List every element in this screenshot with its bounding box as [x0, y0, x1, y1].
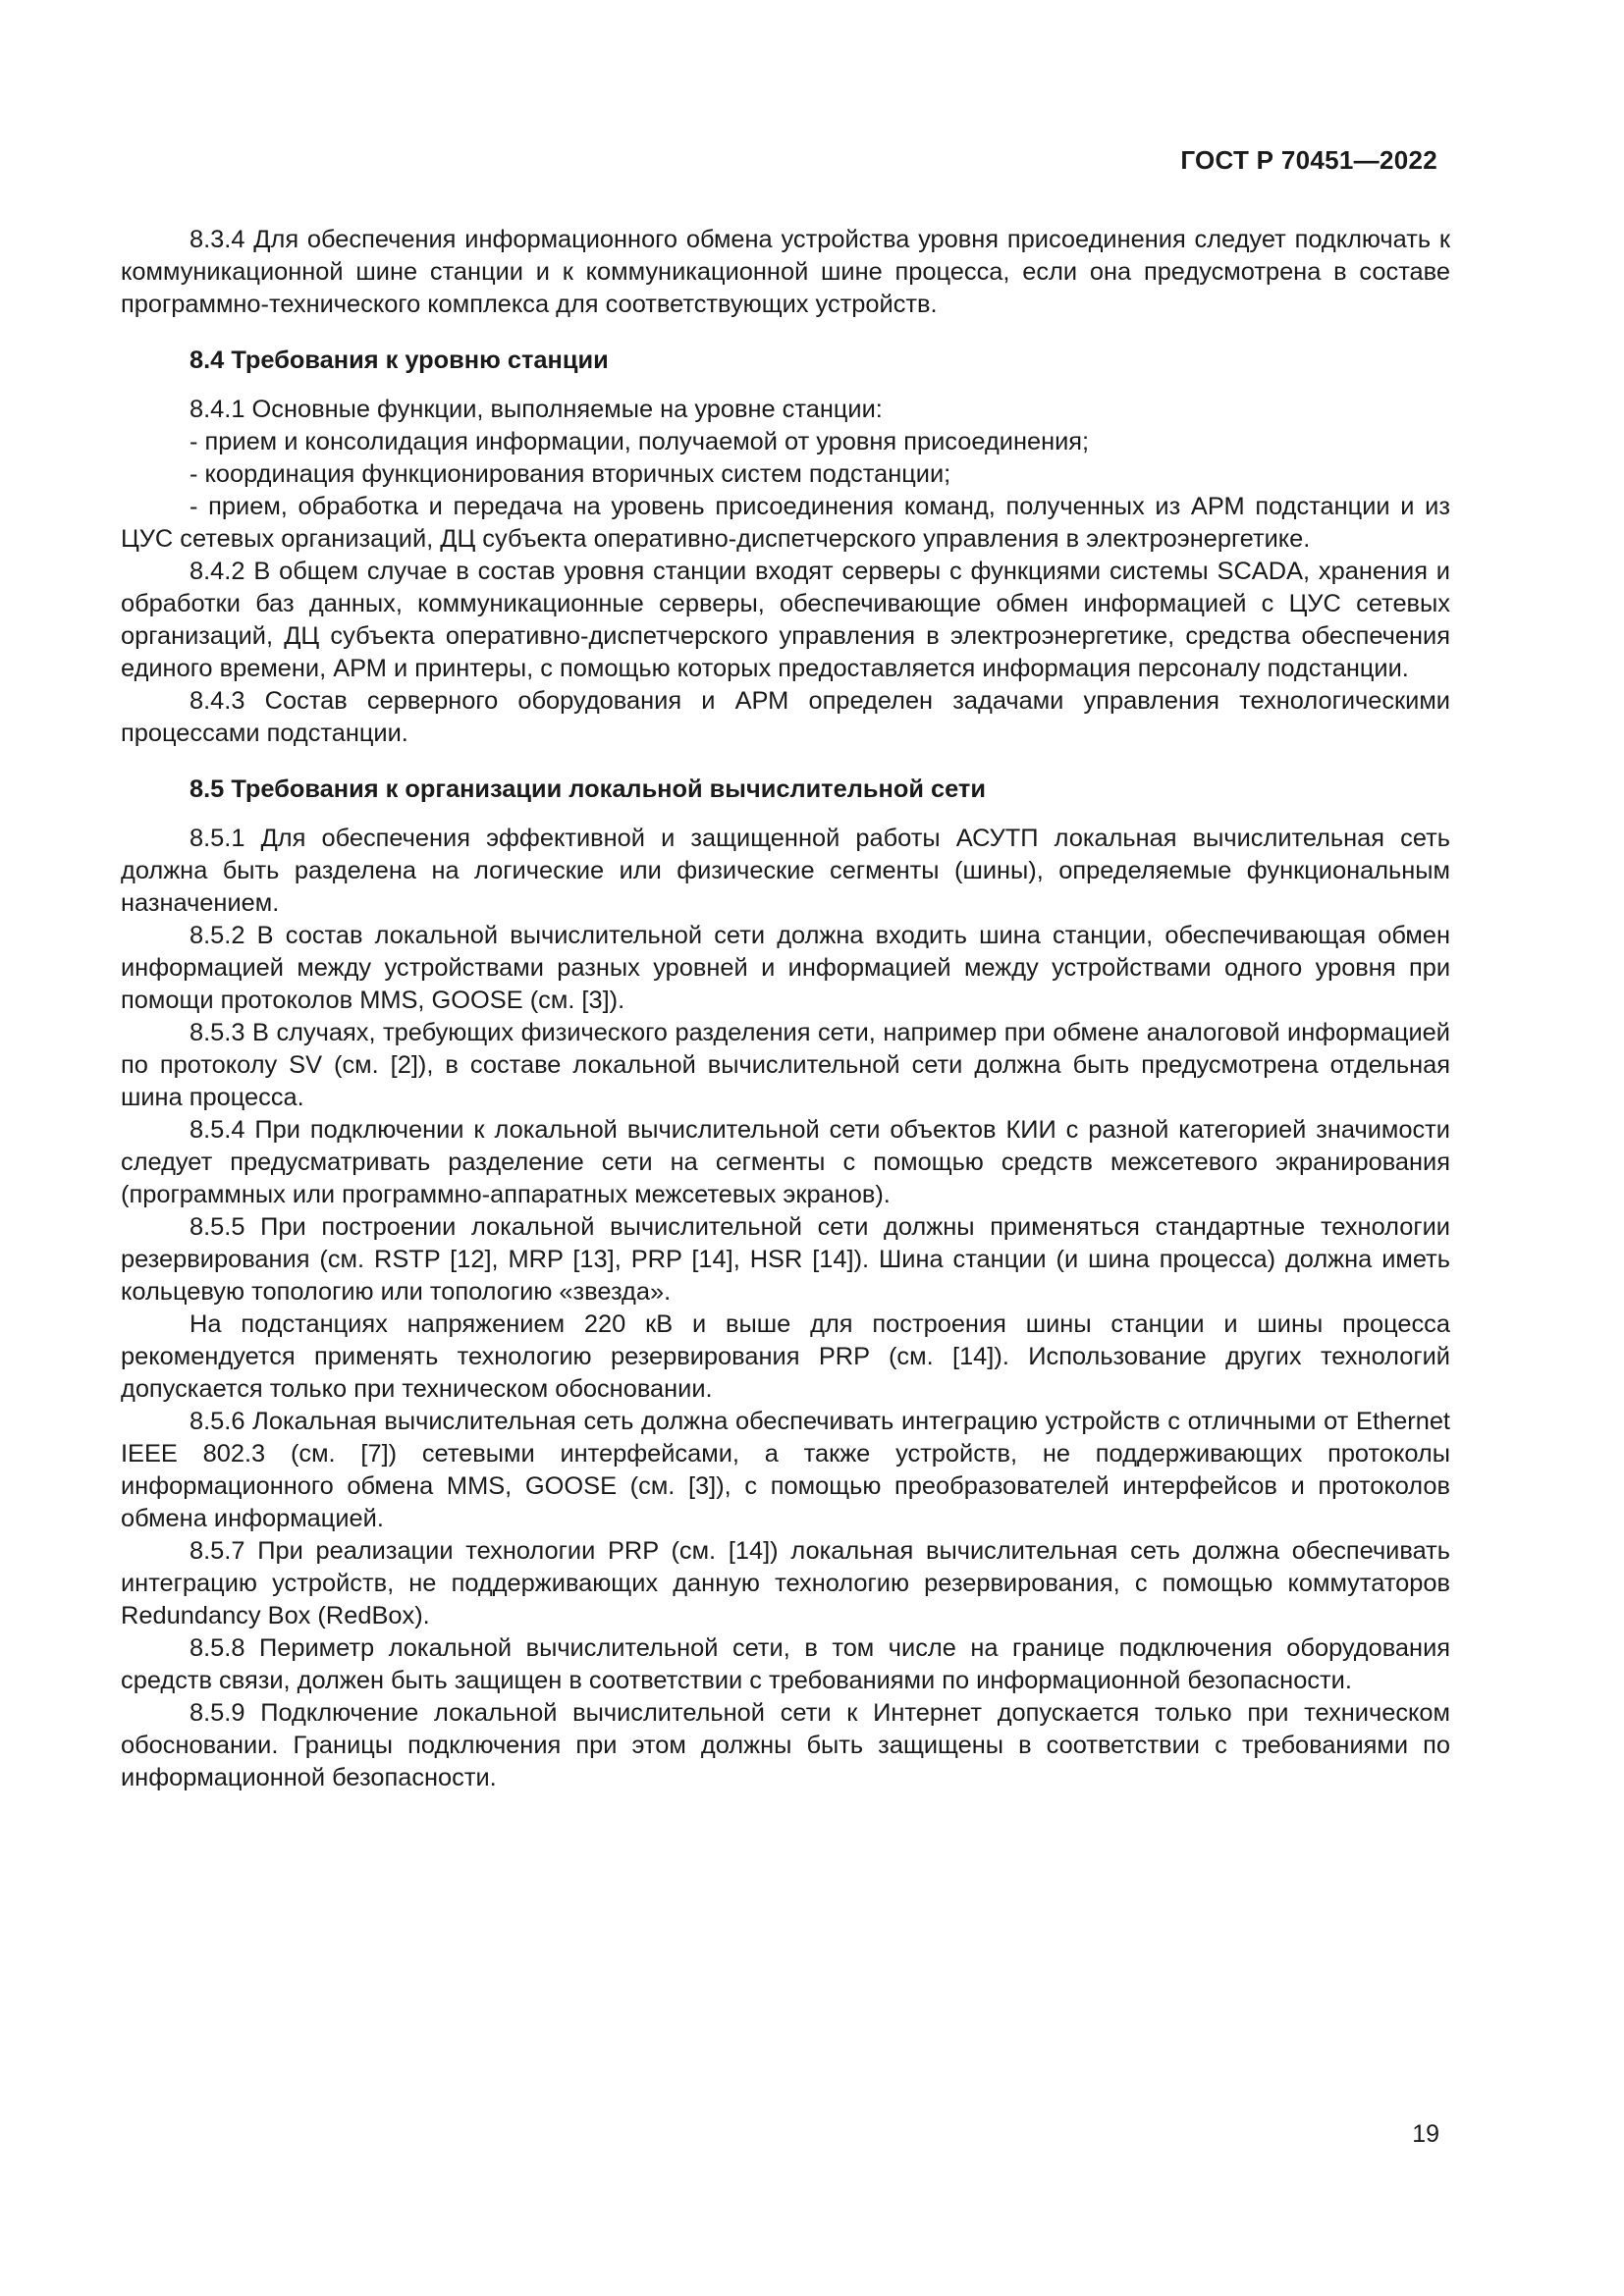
paragraph-8-5-6: 8.5.6 Локальная вычислительная сеть должна обеспечивать интеграцию устройств с отличными от Ethernet IEEE 802.3 (см. [7]) сетевыми интерфейсами, а также устройств, не поддерживающих протоколы информационного обмена MMS, GOOSE (см. [3]), с помощью преобразователей интерфейсов и протоколов обмена информацией. [121, 1408, 1450, 1532]
paragraph-8-5-5: 8.5.5 При построении локальной вычислительной сети должны применяться стандартные технологии резервирования (см. RSTP [12], MRP [13], PRP [14], HSR [14]). Шина станции (и шина процесса) должна иметь кольцевую топологию или топологию «звезда». [121, 1213, 1450, 1306]
paragraph-8-4-2: 8.4.2 В общем случае в состав уровня станции входят серверы с функциями системы SCADA, хранения и обработки баз данных, коммуникационные серверы, обеспечивающие обмен информацией с ЦУС сетевых организаций, ДЦ субъекта оперативно-диспетчерского управления в электроэнергетике, средства обеспечения единого времени, АРМ и принтеры, с помощью которых предоставляется информация персоналу подстанции. [121, 558, 1450, 682]
paragraph-8-5-1: 8.5.1 Для обеспечения эффективной и защищенной работы АСУТП локальная вычислительная сеть должна быть разделена на логические или физические сегменты (шины), определяемые функциональным назначением. [121, 825, 1450, 917]
paragraph-8-5-3: 8.5.3 В случаях, требующих физического разделения сети, например при обмене аналоговой информацией по протоколу SV (см. [2]), в составе локальной вычислительной сети должна быть предусмотрена отдельная шина процесса. [121, 1019, 1450, 1111]
paragraph-8-4-1: 8.4.1 Основные функции, выполняемые на уровне станции: [189, 396, 883, 423]
paragraph-8-5-9: 8.5.9 Подключение локальной вычислительной сети к Интернет допускается только при техническом обосновании. Границы подключения при этом должны быть защищены в соответствии с требованиями по информационной безопасности. [121, 1699, 1450, 1791]
paragraph-8-5-4: 8.5.4 При подключении к локальной вычислительной сети объектов КИИ с разной категорией значимости следует предусматривать разделение сети на сегменты с помощью средств межсетевого экранирования (программных или программно-аппаратных межсетевых экранов). [121, 1116, 1450, 1208]
paragraph-8-4-3: 8.4.3 Состав серверного оборудования и АРМ определен задачами управления технологическими процессами подстанции. [121, 687, 1450, 747]
list-item: - координация функционирования вторичных систем подстанции; [189, 460, 951, 488]
paragraph-8-5-5-continued: На подстанциях напряжением 220 кВ и выше для построения шины станции и шины процесса рекомендуется применять технологию резервирования PRP (см. [14]). Использование других технологий допускается только при техническом обосновании. [121, 1310, 1450, 1403]
list-item: - прием и консолидация информации, получаемой от уровня присоединения; [189, 428, 1090, 455]
document-code: ГОСТ Р 70451—2022 [1180, 145, 1437, 175]
paragraph-8-5-8: 8.5.8 Периметр локальной вычислительной сети, в том числе на границе подключения оборудования средств связи, должен быть защищен в соответствии с требованиями по информационной безопасности. [121, 1634, 1450, 1694]
page-body [121, 224, 1450, 1794]
paragraph-8-3-4: 8.3.4 Для обеспечения информационного обмена устройства уровня присоединения следует подключать к коммуникационной шине станции и к коммуникационной шине процесса, если она предусмотрена в составе программно-технического комплекса для соответствующих устройств. [121, 226, 1450, 318]
paragraph-8-5-2: 8.5.2 В состав локальной вычислительной сети должна входить шина станции, обеспечивающая обмен информацией между устройствами разных уровней и информацией между устройствами одного уровня при помощи протоколов MMS, GOOSE (см. [3]). [121, 922, 1450, 1014]
section-heading-8-4: 8.4 Требования к уровню станции [189, 347, 609, 374]
page-number: 19 [1412, 2120, 1439, 2148]
section-heading-8-5: 8.5 Требования к организации локальной вычислительной сети [189, 775, 986, 803]
paragraph-8-5-7: 8.5.7 При реализации технологии PRP (см. [14]) локальная вычислительная сеть должна обеспечивать интеграцию устройств, не поддерживающих данную технологию резервирования, с помощью коммутаторов Redundancy Box (RedBox). [121, 1537, 1450, 1629]
list-item: - прием, обработка и передача на уровень присоединения команд, полученных из АРМ подстанции и из ЦУС сетевых организаций, ДЦ субъекта оперативно-диспетчерского управления в электроэнергетике. [121, 493, 1450, 553]
